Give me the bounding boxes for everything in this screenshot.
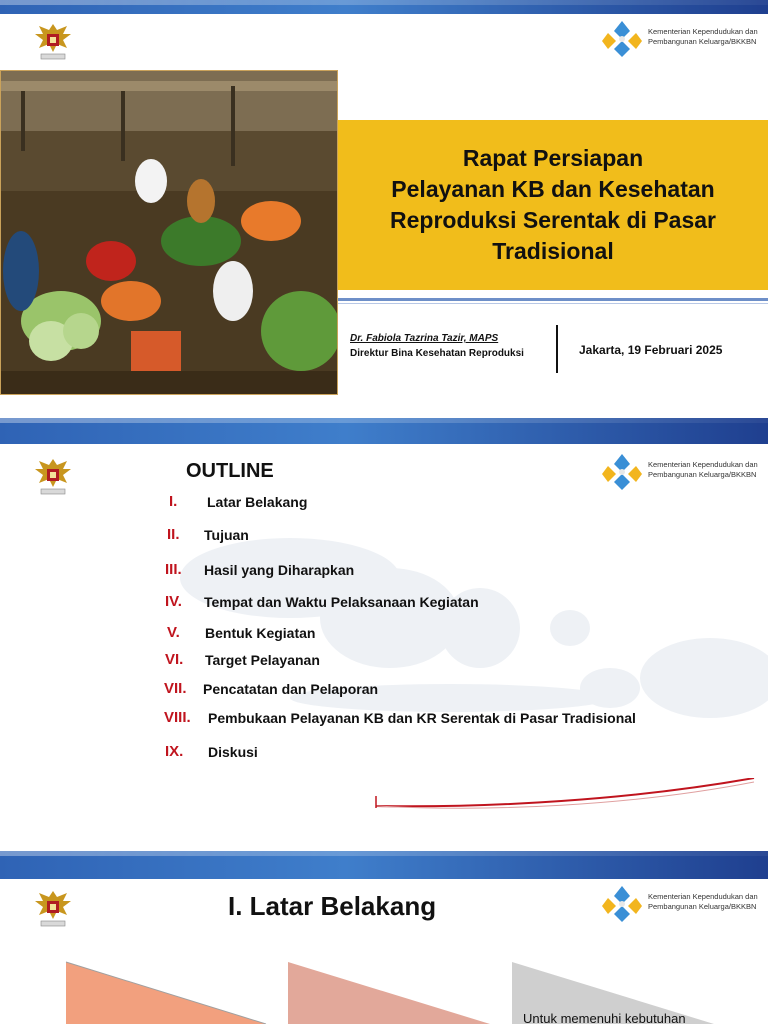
top-band [0,851,768,879]
outline-label: Pencatatan dan Pelaporan [203,681,379,697]
presenter-role: Direktur Bina Kesehatan Reproduksi [350,348,524,359]
garuda-emblem-icon [33,455,73,499]
outline-numeral: IX. [165,743,184,760]
bkkbn-org-name [648,892,758,912]
slide-gap [0,398,768,418]
org-line-2: Pembangunan Keluarga/BKKBN [648,37,757,46]
section-title: I. Latar Belakang [228,891,437,921]
info-box-3-text: Untuk memenuhi kebutuhan [523,1011,686,1024]
org-line-1: Kementerian Kependudukan dan [648,460,758,469]
bkkbn-org-name [648,460,758,480]
org-line-1: Kementerian Kependudukan dan [648,27,758,36]
presenter-name: Dr. Fabiola Tazrina Tazir, MAPS [350,333,499,344]
top-band [0,0,768,14]
bkkbn-logo-icon [600,884,644,924]
traditional-market-photo [0,70,338,395]
org-line-1: Kementerian Kependudukan dan [648,892,758,901]
outline-numeral: V. [167,624,180,641]
outline-label: Latar Belakang [207,494,308,510]
garuda-emblem-icon [33,887,73,931]
decorative-swoosh [370,778,760,818]
outline-label: Bentuk Kegiatan [205,625,316,641]
bkkbn-logo [600,882,768,926]
outline-label: Tempat dan Waktu Pelaksanaan Kegiatan [204,594,479,610]
title-divider-thin [338,303,768,304]
bkkbn-logo [600,17,768,61]
outline-numeral: IV. [165,593,182,610]
bkkbn-logo [600,450,768,494]
outline-label: Target Pelayanan [205,652,320,668]
bkkbn-logo-icon [600,452,644,492]
info-box-2 [288,962,490,1024]
title-line-1: Rapat Persiapan [462,145,644,171]
title-line-3: Reproduksi Serentak di Pasar [390,207,716,233]
org-line-2: Pembangunan Keluarga/BKKBN [648,470,757,479]
outline-numeral: VII. [164,680,187,697]
slide-gap [0,835,768,851]
outline-numeral: II. [167,526,180,543]
background-slide [0,851,768,1024]
title-divider [338,298,768,301]
title-line-2: Pelayanan KB dan Kesehatan [391,176,715,202]
meeting-date: Jakarta, 19 Februari 2025 [579,343,723,357]
outline-heading: OUTLINE [186,460,274,482]
slide-title [363,143,743,267]
outline-label: Hasil yang Diharapkan [204,562,355,578]
title-box [338,120,768,290]
outline-numeral: III. [165,561,182,578]
garuda-emblem-icon [33,20,73,64]
bkkbn-logo-icon [600,19,644,59]
outline-slide [0,418,768,835]
outline-label: Tujuan [204,527,249,543]
outline-label: Pembukaan Pelayanan KB dan KR Serentak di Pasar Tradisional [208,710,636,726]
top-band [0,418,768,444]
outline-label: Diskusi [208,744,258,760]
title-line-4: Tradisional [492,238,614,264]
title-slide [0,0,768,398]
vertical-separator [556,325,558,373]
outline-numeral: I. [169,493,178,510]
outline-numeral: VIII. [164,709,191,726]
outline-numeral: VI. [165,651,184,668]
org-line-2: Pembangunan Keluarga/BKKBN [648,902,757,911]
bkkbn-org-name [648,27,758,47]
